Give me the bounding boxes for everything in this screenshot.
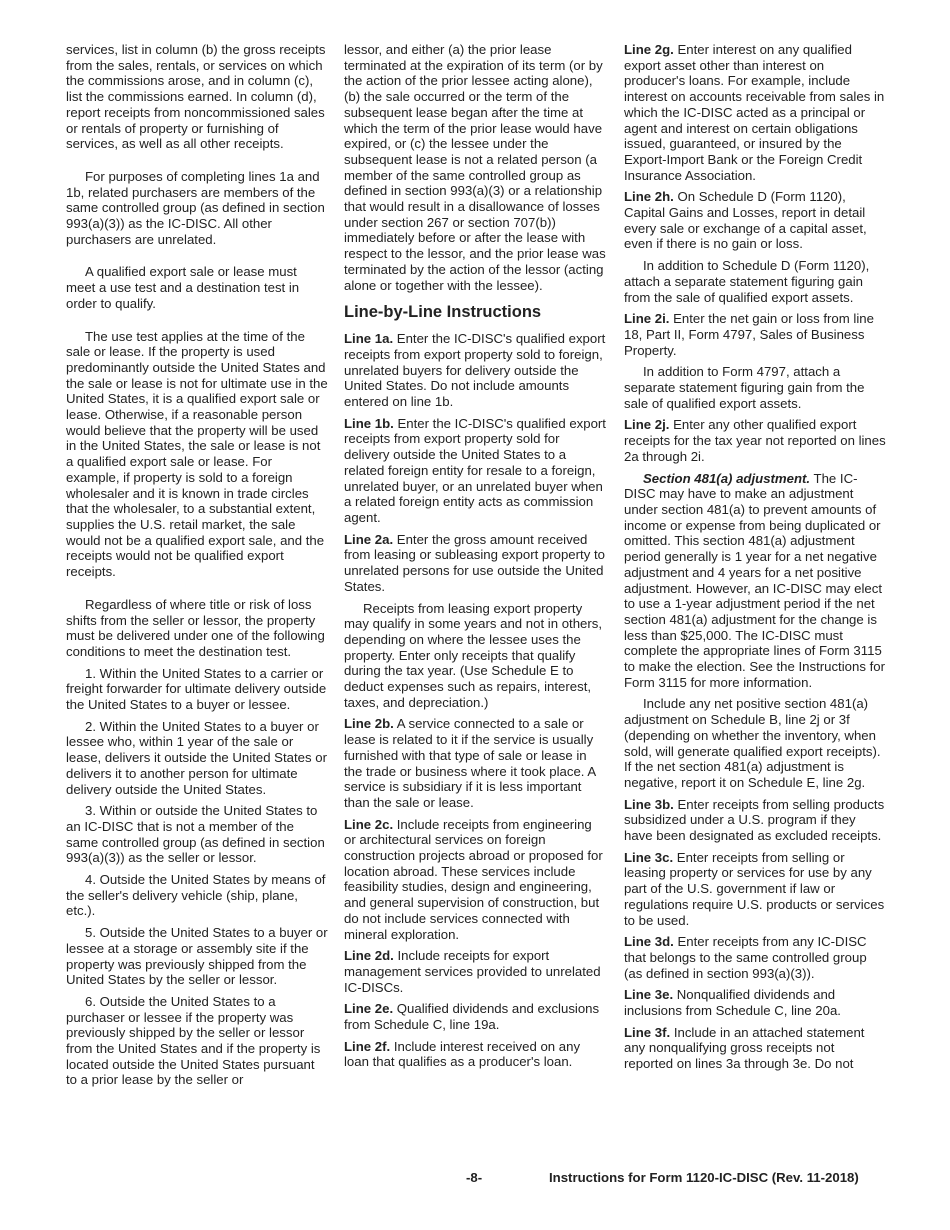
line-label: Line 2e. [344,1001,394,1017]
line-text: Include interest received on any loan that qualifies as a producer's loan. [344,1038,581,1070]
line-label: Line 2j. [624,417,670,433]
section-text: The IC-DISC may have to make an adjustment under section 481(a) to prevent amounts of income or expense from being duplicated or omitted. This section 481(a) adjustment period generally is 1 year for a net negative adjustment and 4 years for a net positive adjustment. However, an IC-DISC may elect to use a 1-year adjustment period if the net section 481(a) adjustment for the change is less than $25,000. The IC-DISC must complete the appropriate lines of Form 3115 to make the election. See the Instructions for Form 3115 for more information. [624,470,885,690]
line-text: Enter receipts from selling products subsidized under a U.S. program if they have been designated as excluded receipts. [624,796,885,844]
list-item: 1. Within the United States to a carrier or freight forwarder for ultimate delivery outside the United States to a buyer or lessee. [66,665,327,713]
column-1 [66,42,328,1094]
line-1a-entry [344,331,606,410]
line-text: Include receipts for export management services provided to unrelated IC-DISCs. [344,948,601,995]
line-2d-entry [344,948,606,995]
page-number: -8- [466,1170,483,1185]
paragraph: Regardless of where title or risk of loss shifts from the seller or lessor, the property must be delivered under one of the following conditions to meet the destination test. [66,596,325,659]
line-2c-entry [344,817,606,943]
line-3b-entry [624,797,886,844]
line-2j-entry [624,417,886,464]
section-481a-entry [624,471,886,691]
line-text: Enter the IC-DISC's qualified export receipts from export property sold for delivery outside the United States to a related foreign entity for resale to a foreign, unrelated buyer, or an unrelated buyer when a related foreign entity acts as commission agent. [344,415,606,525]
line-label: Line 2a. [344,531,394,547]
line-label: Line 3b. [624,796,674,812]
line-2h-entry [624,189,886,252]
line-label: Line 1b. [344,415,394,431]
line-text: A service connected to a sale or lease is related to it if the service is usually furnished with that type of sale or lease in the trade or business where it took place. A service is subsidiary if it is less important than the sale or lease. [344,716,596,810]
line-label: Line 3d. [624,934,674,950]
list-item: 2. Within the United States to a buyer or lessee who, within 1 year of the sale or lease, delivers it outside the United States or delivers it to another person for ultimate delivery outside the United States. [66,718,327,797]
line-3c-entry [624,850,886,929]
line-label: Line 3f. [624,1024,671,1040]
line-label: Line 2g. [624,42,674,57]
line-3e-entry [624,987,886,1018]
line-2b-entry [344,716,606,810]
line-label: Line 2f. [344,1038,391,1054]
line-text: Enter interest on any qualified export asset other than interest on producer's loans. For example, include interest on accounts receivable from sales in which the IC-DISC acted as a principal or agent and interest on certain obligations issued, guaranteed, or insured by the Export-Import Bank or the Foreign Credit Insurance Association. [624,42,885,183]
line-text: Enter the net gain or loss from line 18, Part II, Form 4797, Sales of Business Property. [624,311,874,358]
paragraph: lessor, and either (a) the prior lease terminated at the expiration of its term (or by the action of the prior lessee acting alone), (b) the sale occurred or the term of the subsequent lease began after the time at which the term of the prior lease would have expired, or (c) the lessee under the subsequent lease is not a related person (a member of the same controlled group as defined in section 993(a)(3) or a relationship that would result in a disallowance of losses under section 267 or section 707(b)) immediately before or after the lease with respect to the lessor, and the prior lease was terminated by the action of the lessor (acting alone or together with the lessee). [344,42,606,293]
list-item: 3. Within or outside the United States to an IC-DISC that is not a member of the same controlled group (as defined in section 993(a)(3)) as the seller or lessor. [66,803,325,866]
line-text: Nonqualified dividends and inclusions from Schedule C, line 20a. [624,987,841,1019]
line-text: Enter receipts from selling or leasing property or services for use by any part of the U.S. government if law or regulations require U.S. products or services to be used. [624,849,885,928]
line-text: Enter the gross amount received from leasing or subleasing export property to unrelated persons for use outside the United States. [344,531,605,594]
column-2 [344,42,606,1076]
line-label: Line 2h. [624,189,674,205]
list-item: 6. Outside the United States to a purchaser or lessee if the property was previously shipped by the seller or lessor from the United States and if the property is located outside the United States pursuant to a prior lease by the seller or [66,993,321,1088]
line-2i-entry [624,311,886,358]
line-label: Line 2b. [344,716,394,732]
line-2e-entry [344,1001,606,1032]
section-label: Section 481(a) adjustment. [643,470,811,486]
line-label: Line 3c. [624,849,674,865]
line-text: Enter receipts from any IC-DISC that belongs to the same controlled group (as defined in section 993(a)(3)). [624,934,867,981]
line-2g-entry [624,42,886,183]
line-label: Line 3e. [624,987,674,1003]
paragraph: For purposes of completing lines 1a and 1b, related purchasers are members of the same controlled group (as defined in section 993(a)(3)) as the IC-DISC. All other purchasers are unrelated. [66,168,325,247]
list-item: 5. Outside the United States to a buyer or lessee at a storage or assembly site if the property was previously shipped from the United States by the seller or lessor. [66,925,328,988]
line-label: Line 1a. [344,331,394,347]
section-heading: Line-by-Line Instructions [344,303,542,322]
paragraph: A qualified export sale or lease must meet a use test and a destination test in order to qualify. [66,264,300,311]
line-label: Line 2c. [344,816,394,832]
line-text: Include in an attached statement any nonqualifying gross receipts not reported on lines 3a through 3e. Do not [624,1024,865,1072]
paragraph: Include any net positive section 481(a) adjustment on Schedule B, line 2j or 3f (depending on whether the inventory, when sold, will generate qualified export receipts). If the net section 481(a) adjustment is negative, report it on Schedule E, line 2g. [624,696,881,790]
line-2a-entry [344,532,606,595]
line-text: Include receipts from engineering or architectural services on foreign construction projects abroad or proposed for location abroad. These services include feasibility studies, design and engineering, and general supervision of construction, but do not include services connected with mineral exploration. [344,816,603,942]
list-item: 4. Outside the United States by means of the seller's delivery vehicle (ship, plane, etc.). [66,872,326,919]
line-label: Line 2i. [624,311,670,327]
line-1b-entry [344,416,606,526]
line-text: Qualified dividends and exclusions from Schedule C, line 19a. [344,1001,600,1033]
paragraph: Receipts from leasing export property may qualify in some years and not in others, depending on where the lessee uses the property. Enter only receipts that qualify during the tax year. (Use Schedule E to deduct expenses such as repairs, interest, taxes, and depreciation.) [344,600,603,710]
line-3f-entry [624,1025,886,1072]
line-label: Line 2d. [344,948,394,964]
line-3d-entry [624,934,886,981]
footer-title: Instructions for Form 1120-IC-DISC (Rev. 11-2018) [549,1170,859,1185]
paragraph: The use test applies at the time of the sale or lease. If the property is used predominantly outside the United States and the sale or lease is not for ultimate use in the United States, it is a qualified export sale or lease. Otherwise, if a reasonable person would believe that the property will be used in the United States, the sale or lease is not a qualified export sale or lease. For example, if property is sold to a foreign wholesaler and it is known in trade circles that the wholesaler, to a substantial extent, supplies the U.S. retail market, the sale would not be a qualified export sale, and the receipts would not be qualified export receipts. [66,328,328,580]
line-text: On Schedule D (Form 1120), Capital Gains and Losses, report in detail every sale or exchange of a capital asset, even if there is no gain or loss. [624,189,867,252]
paragraph: services, list in column (b) the gross receipts from the sales, rentals, or services on which the commissions arose, and in column (c), list the commissions earned. In column (d), report receipts from noncommissioned sales or rentals of property or furnishing of services, as well as all other receipts. [66,42,326,152]
line-2f-entry [344,1039,606,1070]
paragraph: In addition to Form 4797, attach a separate statement figuring gain from the sale of qualified export assets. [624,364,865,411]
column-3 [624,42,886,1078]
line-text: Enter the IC-DISC's qualified export receipts from export property sold to foreign, unrelated buyers for delivery outside the United States. Do not include amounts entered on line 1b. [344,331,606,410]
line-text: Enter any other qualified export receipts for the tax year not reported on lines 2a through 2i. [624,417,886,464]
paragraph: In addition to Schedule D (Form 1120), attach a separate statement figuring gain from the sale of qualified export assets. [624,258,870,305]
